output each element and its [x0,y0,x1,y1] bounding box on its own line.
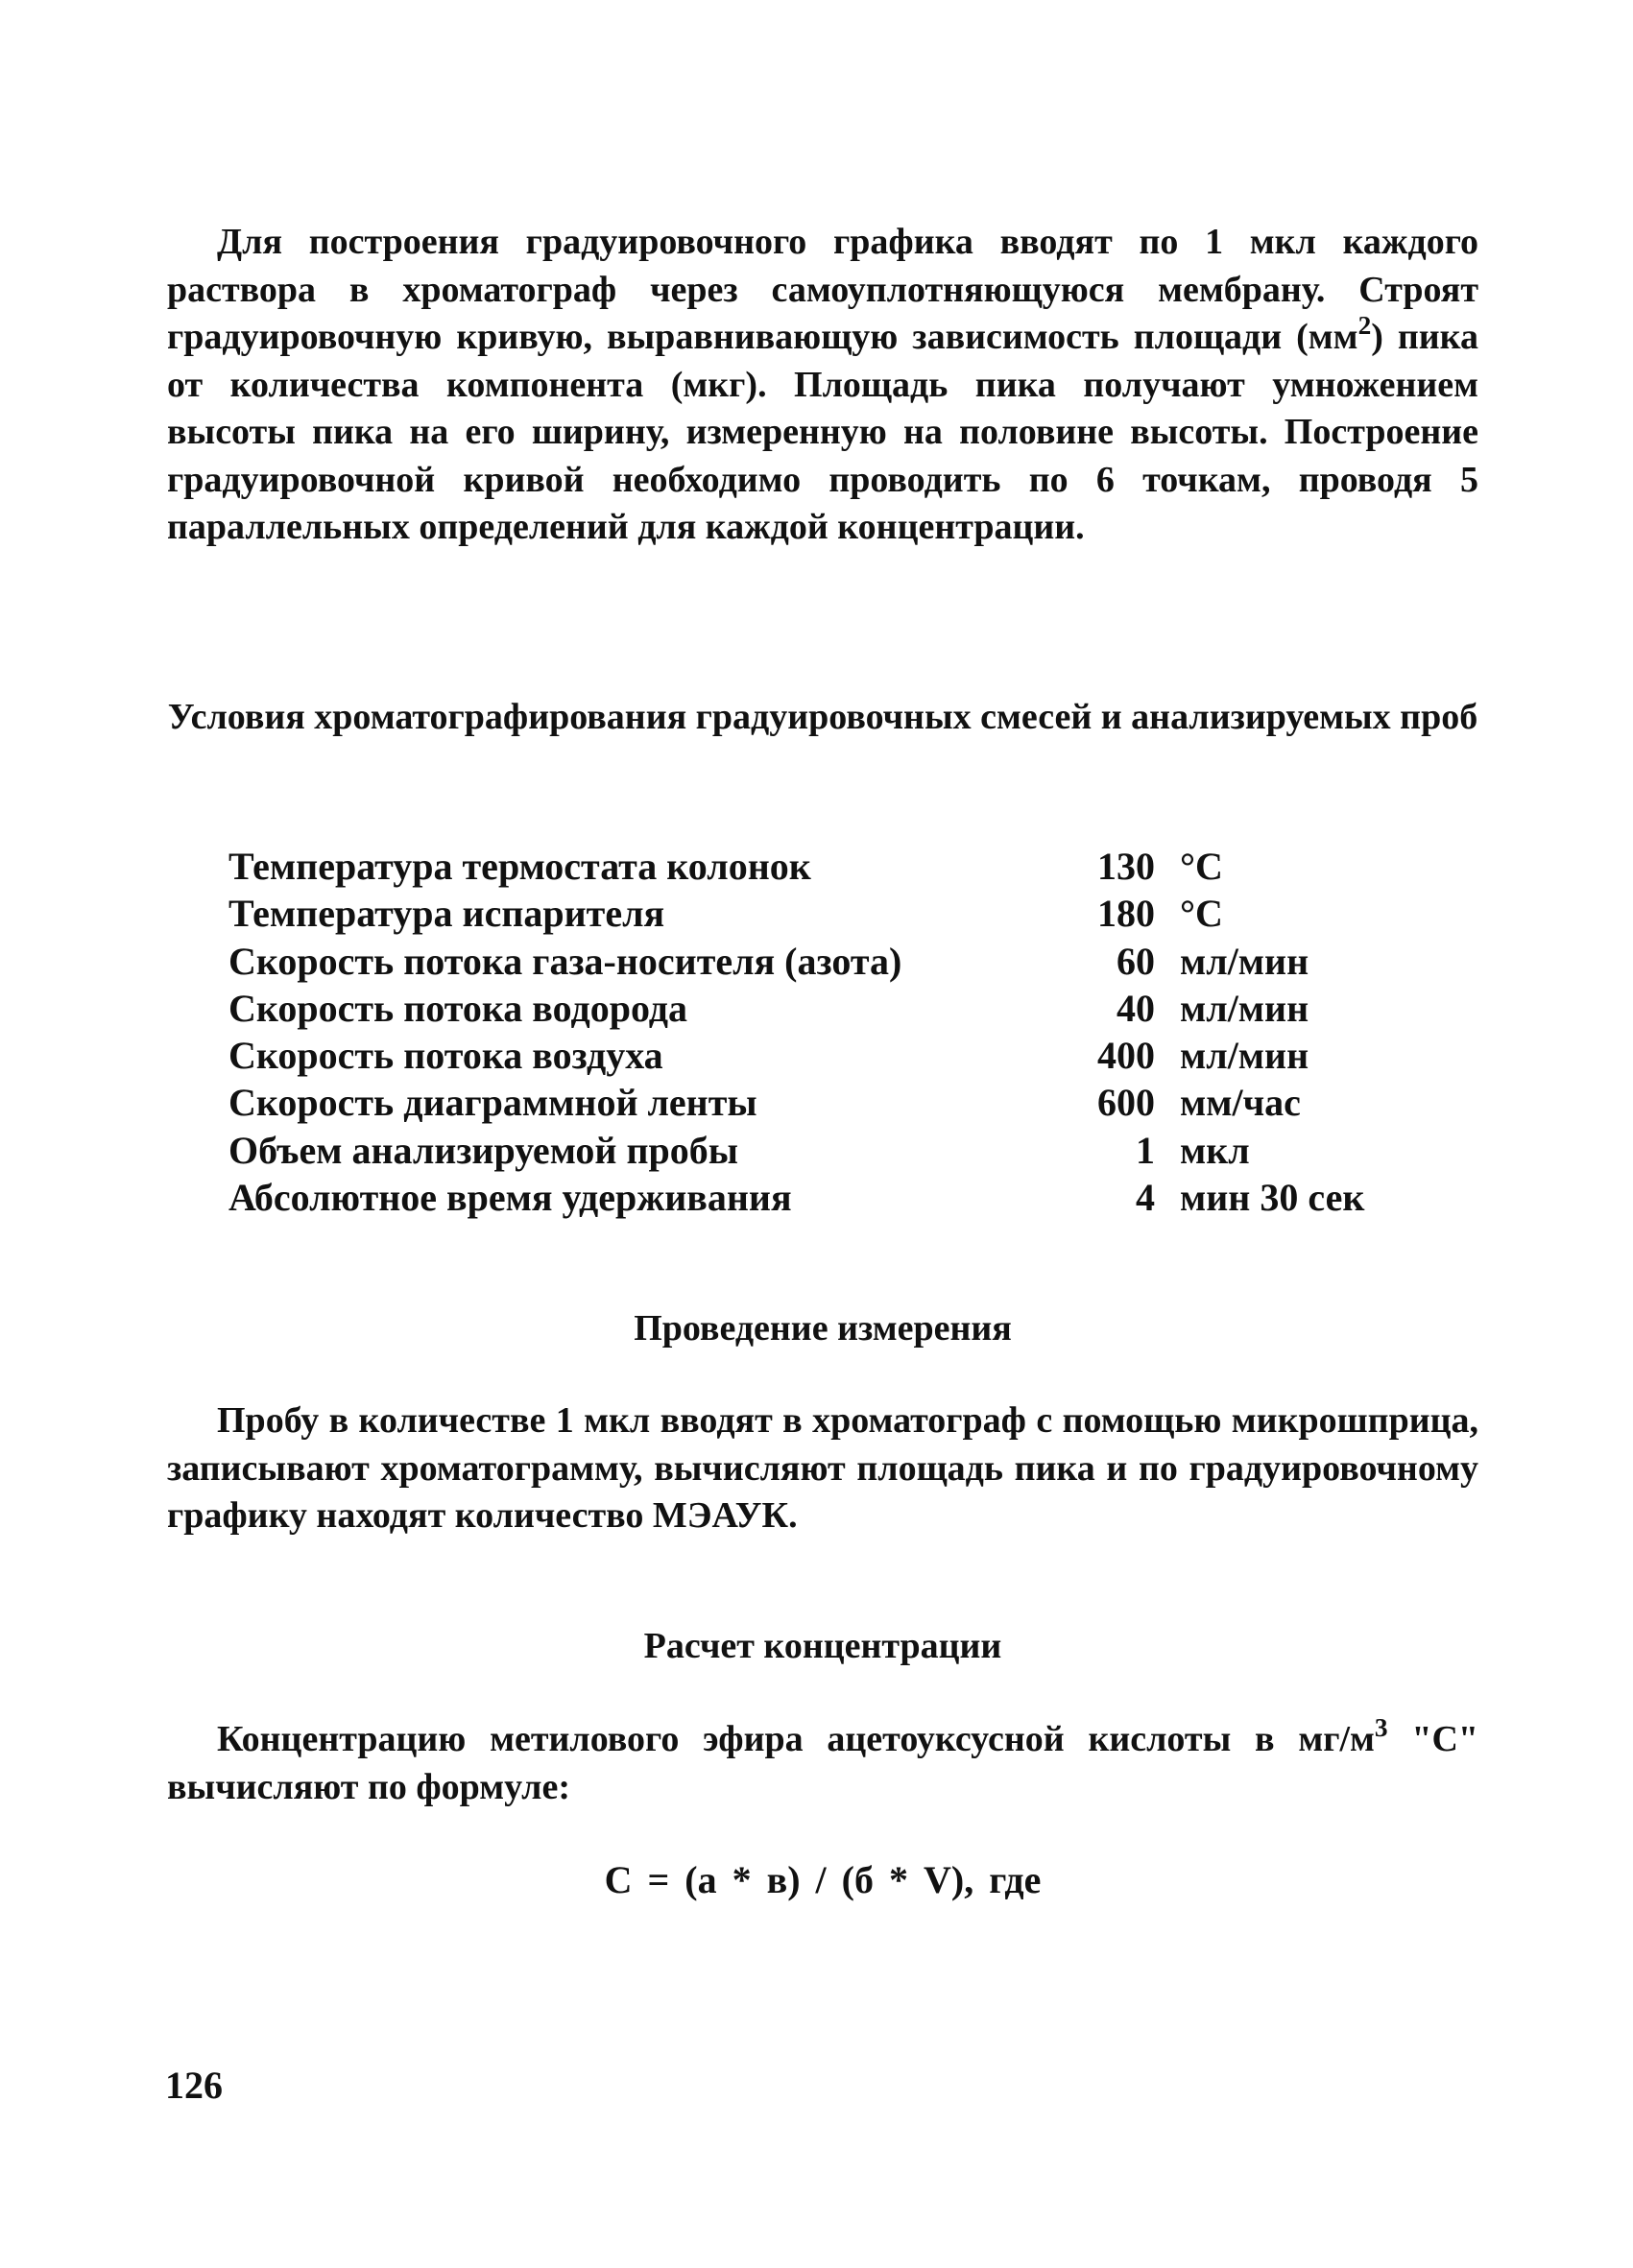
measurement-paragraph [167,1397,1478,1540]
conditions-row [228,843,1438,890]
measurement-text: Пробу в количестве 1 мкл вводят в хроматограф с помощью микрошприца, записывают хроматограмму, вычисляют площадь пика и по градуировочному графику находят количество МЭАУК. [167,1400,1478,1536]
parameter-unit: °C [1180,845,1223,888]
conditions-row [228,890,1438,937]
conditions-row [228,985,1438,1032]
parameter-unit: мм/час [1180,1081,1301,1125]
measurement-heading: Проведение измерения [634,1308,1012,1349]
calculation-text-a: Концентрацию метилового эфира ацетоуксусной кислоты в мг/м [217,1719,1375,1759]
parameter-name: Скорость потока водорода [228,986,688,1030]
conditions-table [228,843,1438,1221]
parameter-value: 600 [1097,1081,1155,1125]
calculation-superscript: 3 [1374,1712,1388,1742]
parameter-unit: мл/мин [1180,986,1309,1030]
parameter-unit: мл/мин [1180,939,1309,983]
parameter-unit: мл/мин [1180,1034,1309,1078]
intro-superscript: 2 [1357,310,1372,340]
parameter-name: Скорость потока воздуха [228,1034,663,1078]
calculation-heading: Расчет концентрации [643,1626,1002,1666]
conditions-table-body [228,843,1438,1221]
parameter-name: Скорость потока газа-носителя (азота) [228,939,902,983]
conditions-row [228,938,1438,985]
calculation-text-b: "С" вычисляют по формуле: [167,1719,1479,1807]
conditions-row [228,1079,1438,1126]
parameter-name: Абсолютное время удерживания [228,1176,792,1220]
parameter-name: Скорость диаграммной ленты [228,1081,757,1125]
conditions-row [228,1174,1438,1221]
intro-text-b: ) пика от количества компонента (мкг). Площадь пика получают умножением высоты пика на его ширину, измеренную на половине высоты. Построение градуировочной кривой необходимо проводить по 6 точкам, проводя 5 параллельных определений для каждой концентрации. [167,317,1478,547]
parameter-value: 60 [1117,939,1155,983]
parameter-name: Температура термостата колонок [228,845,811,888]
parameter-unit: мкл [1180,1128,1250,1172]
page-number: 126 [165,2064,223,2107]
intro-paragraph [167,219,1478,552]
parameter-value: 400 [1097,1034,1155,1078]
parameter-unit: мин 30 сек [1180,1176,1365,1220]
concentration-formula: С = (а * в) / (б * V), где [604,1858,1042,1901]
calculation-paragraph [167,1712,1479,1811]
parameter-unit: °C [1180,892,1223,936]
conditions-row [228,1032,1438,1079]
parameter-name: Температура испарителя [228,892,665,936]
parameter-value: 180 [1097,892,1155,936]
parameter-name: Объем анализируемой пробы [228,1128,738,1172]
conditions-heading: Условия хроматографирования градуировочных смесей и анализируемых проб [167,697,1478,737]
parameter-value: 1 [1136,1128,1155,1172]
parameter-value: 4 [1136,1176,1155,1220]
conditions-row [228,1127,1438,1174]
parameter-value: 130 [1097,845,1155,888]
parameter-value: 40 [1117,986,1155,1030]
intro-text-a: Для построения градуировочного графика вводят по 1 мкл каждого раствора в хроматограф через самоуплотняющуюся мембрану. Строят градуировочную кривую, выравнивающую зависимость площади (мм [167,222,1478,357]
